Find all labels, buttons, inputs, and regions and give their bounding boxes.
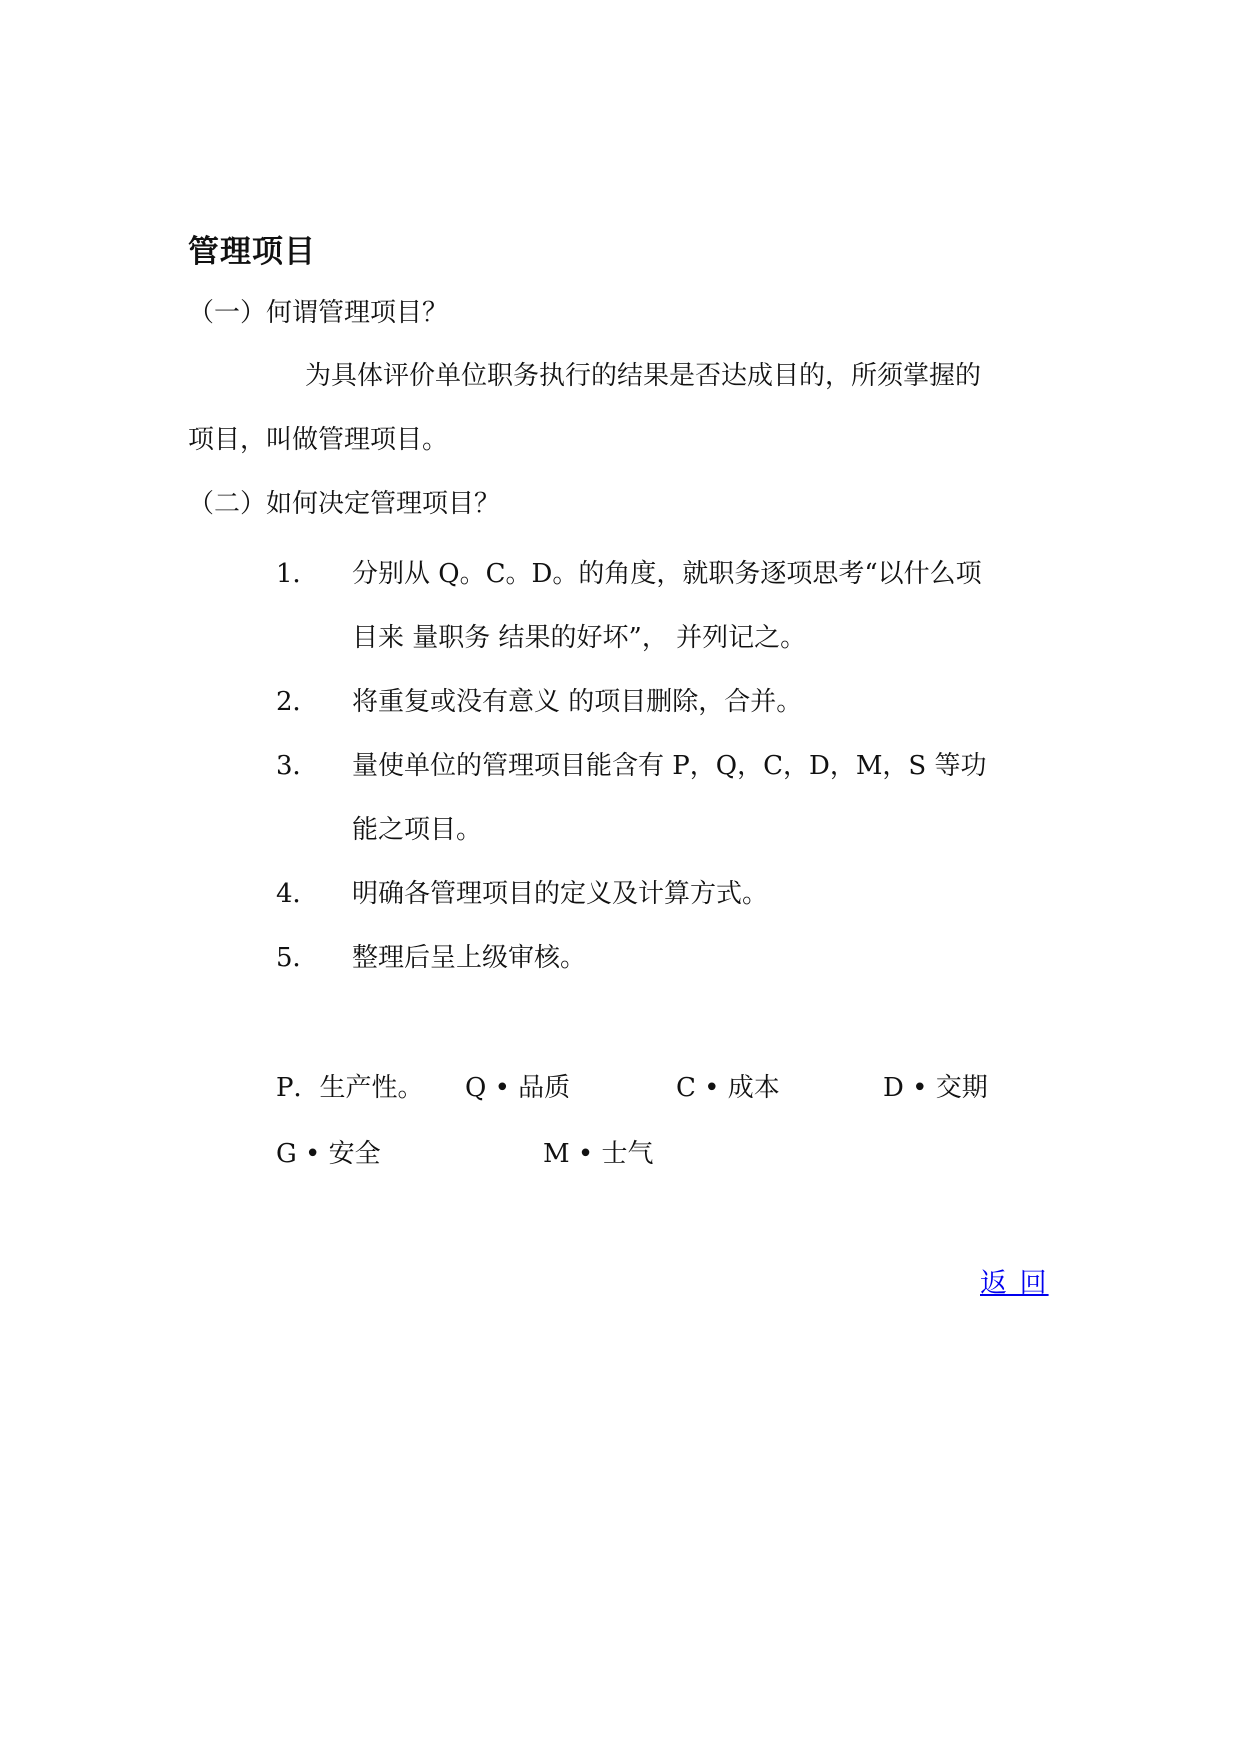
list-item-text: 明确各管理项目的定义及计算方式。 (352, 879, 769, 909)
list-item-text: 量使单位的管理项目能含有 P，Q，C，D，M，S 等功 (352, 751, 987, 781)
list-item-text: 目来 量职务 结果的好坏”， 并列记之。 (352, 623, 807, 653)
list-item-number: 4． (276, 879, 319, 909)
list-item-text: 整理后呈上级审核。 (352, 943, 587, 973)
list-item-number: 3． (276, 751, 319, 781)
section-1-heading: （一）何谓管理项目？ (188, 298, 449, 328)
list-item-text: 将重复或没有意义 的项目删除，合并。 (352, 687, 803, 717)
section-2-heading: （二）如何决定管理项目？ (188, 489, 501, 519)
legend-cost: C • 成本 (676, 1073, 780, 1103)
legend-safety: G • 安全 (276, 1139, 381, 1169)
list-item-text: 能之项目。 (352, 815, 483, 845)
list-item-text: 分别从 Q。C。D。的角度，就职务逐项思考“以什么项 (352, 559, 982, 589)
page-title: 管理项目 (188, 234, 316, 270)
list-item-number: 5． (276, 943, 319, 973)
legend-quality: Q • 品质 (465, 1073, 571, 1103)
legend-delivery: D • 交期 (883, 1073, 988, 1103)
legend-productivity: P．生产性。 (276, 1073, 424, 1103)
list-item-number: 1． (276, 559, 319, 589)
legend-morale: M • 士气 (543, 1139, 654, 1169)
back-link[interactable]: 返 回 (980, 1268, 1049, 1299)
section-1-paragraph-line-2: 项目，叫做管理项目。 (188, 425, 449, 455)
list-item-number: 2． (276, 687, 319, 717)
section-1-paragraph-line-1: 为具体评价单位职务执行的结果是否达成目的，所须掌握的 (305, 361, 982, 391)
